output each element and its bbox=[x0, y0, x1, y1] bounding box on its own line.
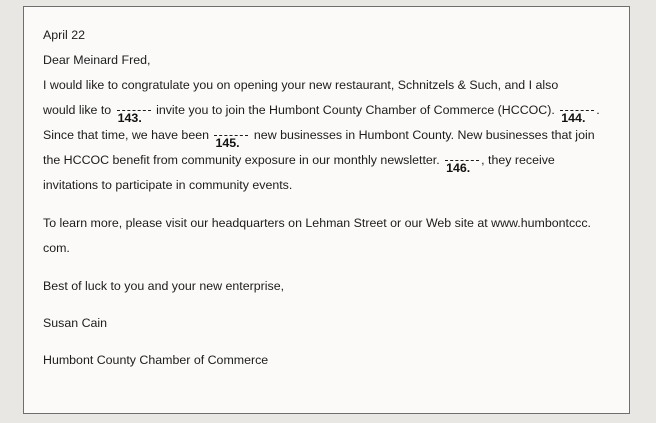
line-text: new businesses in Humbont County. New businesses that join bbox=[253, 128, 595, 142]
blank-143 bbox=[117, 103, 151, 125]
letter-box bbox=[23, 6, 630, 414]
line-text: Since that time, we have been bbox=[43, 128, 209, 142]
paragraph-1-line-2 bbox=[43, 103, 600, 125]
paragraph-2-line-1: To learn more, please visit our headquarters on Lehman Street or our Web site at www.humbontccc. bbox=[43, 216, 591, 230]
blank-number: 146. bbox=[446, 161, 471, 175]
paragraph-1-line-3 bbox=[43, 128, 595, 150]
blank-144 bbox=[560, 103, 594, 125]
paragraph-1-line-5: invitations to participate in community events. bbox=[43, 178, 293, 192]
letter-date: April 22 bbox=[43, 28, 86, 42]
line-text: , they receive bbox=[481, 153, 555, 167]
line-text: would like to bbox=[43, 103, 112, 117]
blank-146 bbox=[445, 153, 479, 175]
line-text: . bbox=[596, 103, 600, 117]
paragraph-1-line-1: I would like to congratulate you on opening your new restaurant, Schnitzels & Such, and I also bbox=[43, 78, 559, 92]
blank-number: 144. bbox=[561, 111, 586, 125]
blank-number: 143. bbox=[117, 111, 142, 125]
line-text: invite you to join the Humbont County Chamber of Commerce (HCCOC). bbox=[156, 103, 555, 117]
paragraph-2-line-2: com. bbox=[43, 241, 70, 255]
line-text: the HCCOC benefit from community exposure in our monthly newsletter. bbox=[43, 153, 440, 167]
letter-salutation: Dear Meinard Fred, bbox=[43, 53, 151, 67]
signature-organization: Humbont County Chamber of Commerce bbox=[43, 353, 269, 367]
letter-closing: Best of luck to you and your new enterprise, bbox=[43, 279, 285, 293]
signature-name: Susan Cain bbox=[43, 316, 108, 330]
blank-number: 145. bbox=[215, 136, 240, 150]
blank-145 bbox=[214, 128, 248, 150]
paragraph-1-line-4 bbox=[43, 153, 555, 175]
